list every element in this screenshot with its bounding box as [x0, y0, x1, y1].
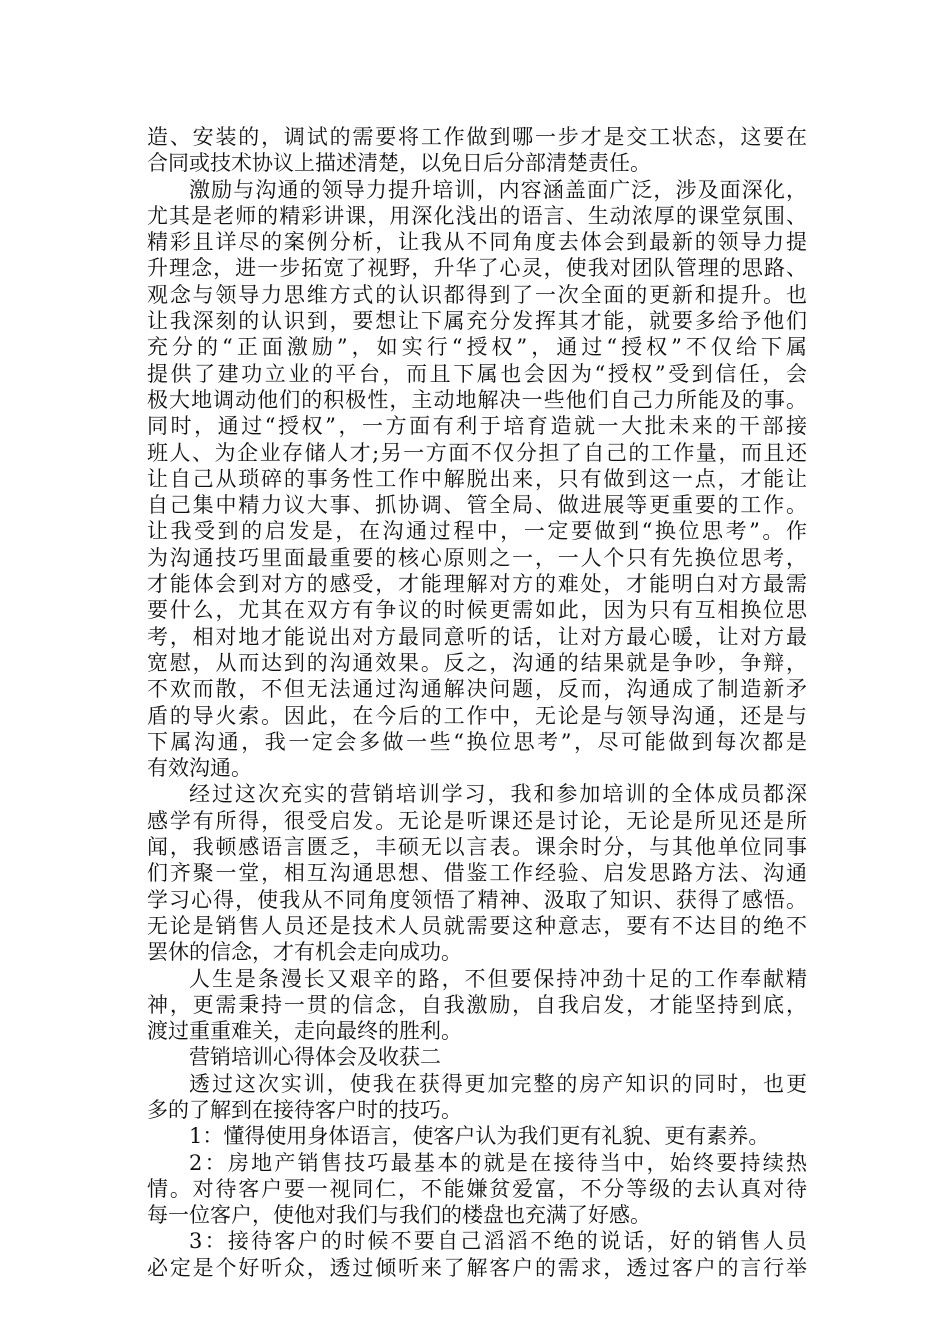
- text-line: 不欢而散，不但无法通过沟通解决问题，反而，沟通成了制造新矛: [147, 677, 807, 702]
- text-line: 同时，通过“授权”，一方面有利于培育造就一大批未来的干部接: [147, 414, 807, 439]
- text-line: 盾的导火索。因此，在今后的工作中，无论是与领导沟通，还是与: [147, 703, 807, 728]
- text-line: 让我受到的启发是，在沟通过程中，一定要做到“换位思考”。作: [147, 519, 807, 544]
- text-line: 有效沟通。: [147, 756, 252, 781]
- text-line: 们齐聚一堂，相互沟通思想、借鉴工作经验、启发思路方法、沟通: [147, 861, 807, 886]
- text-line: 尤其是老师的精彩讲课，用深化浅出的语言、生动浓厚的课堂氛围、: [147, 203, 807, 228]
- text-line: 才能体会到对方的感受，才能理解对方的难处，才能明白对方最需: [147, 572, 807, 597]
- text-line: 闻，我顿感语言匮乏，丰硕无以言表。课余时分，与其他单位同事: [147, 835, 807, 860]
- text-line: 神，更需秉持一贯的信念，自我激励，自我启发，才能坚持到底，: [147, 992, 807, 1017]
- text-line: 1：懂得使用身体语言，使客户认为我们更有礼貌、更有素养。: [189, 1124, 770, 1149]
- text-line: 学习心得，使我从不同角度领悟了精神、汲取了知识、获得了感悟。: [147, 887, 807, 912]
- text-line: 让我深刻的认识到，要想让下属充分发挥其才能，就要多给予他们: [147, 309, 807, 334]
- text-line: 要什么，尤其在双方有争议的时候更需如此，因为只有互相换位思: [147, 598, 807, 623]
- text-line: 罢休的信念，才有机会走向成功。: [147, 940, 462, 965]
- text-line: 考，相对地才能说出对方最同意听的话，让对方最心暖，让对方最: [147, 624, 807, 649]
- text-line: 经过这次充实的营销培训学习，我和参加培训的全体成员都深: [189, 782, 807, 807]
- text-line: 情。对待客户要一视同仁，不能嫌贫爱富，不分等级的去认真对待: [147, 1176, 807, 1201]
- text-line: 激励与沟通的领导力提升培训，内容涵盖面广泛，涉及面深化，: [189, 177, 807, 202]
- text-line: 感学有所得，很受启发。无论是听课还是讨论，无论是所见还是所: [147, 808, 807, 833]
- text-line: 自己集中精力议大事、抓协调、管全局、做进展等更重要的工作。: [147, 493, 807, 518]
- text-line: 合同或技术协议上描述清楚，以免日后分部清楚责任。: [147, 151, 651, 176]
- text-line: 提供了建功立业的平台，而且下属也会因为“授权”受到信任，会: [147, 361, 807, 386]
- text-line: 观念与领导力思维方式的认识都得到了一次全面的更新和提升。也: [147, 282, 807, 307]
- text-line: 让自己从琐碎的事务性工作中解脱出来，只有做到这一点，才能让: [147, 466, 807, 491]
- text-line: 造、安装的，调试的需要将工作做到哪一步才是交工状态，这要在: [147, 125, 807, 149]
- text-line: 班人、为企业存储人才;另一方面不仅分担了自己的工作量，而且还: [147, 440, 807, 465]
- text-line: 为沟通技巧里面最重要的核心原则之一，一人个只有先换位思考，: [147, 545, 807, 570]
- document-body-text: [147, 124, 807, 1281]
- text-line: 每一位客户，使他对我们与我们的楼盘也充满了好感。: [147, 1203, 651, 1228]
- text-line: 多的了解到在接待客户时的技巧。: [147, 1097, 462, 1122]
- text-line: 透过这次实训，使我在获得更加完整的房产知识的同时，也更: [189, 1071, 807, 1096]
- text-line: 2：房地产销售技巧最基本的就是在接待当中，始终要持续热: [189, 1150, 807, 1175]
- text-line: 3：接待客户的时候不要自己滔滔不绝的说话，好的销售人员: [189, 1229, 807, 1254]
- text-line: 营销培训心得体会及收获二: [189, 1045, 441, 1070]
- text-line: 人生是条漫长又艰辛的路，不但要保持冲劲十足的工作奉献精: [189, 966, 807, 991]
- text-line: 下属沟通，我一定会多做一些“换位思考”，尽可能做到每次都是: [147, 729, 807, 754]
- text-line: 极大地调动他们的积极性，主动地解决一些他们自己力所能及的事。: [147, 387, 807, 412]
- text-line: 升理念，进一步拓宽了视野，升华了心灵，使我对团队管理的思路、: [147, 256, 807, 281]
- text-line: 充分的“正面激励”，如实行“授权”，通过“授权”不仅给下属: [147, 335, 807, 360]
- text-line: 无论是销售人员还是技术人员就需要这种意志，要有不达目的绝不: [147, 913, 807, 938]
- text-line: 渡过重重难关，走向最终的胜利。: [147, 1019, 462, 1044]
- text-line: 精彩且详尽的案例分析，让我从不同角度去体会到最新的领导力提: [147, 230, 807, 255]
- text-line: 宽慰，从而达到的沟通效果。反之，沟通的结果就是争吵，争辩，: [147, 650, 807, 675]
- text-line: 必定是个好听众，透过倾听来了解客户的需求，透过客户的言行举: [147, 1255, 807, 1280]
